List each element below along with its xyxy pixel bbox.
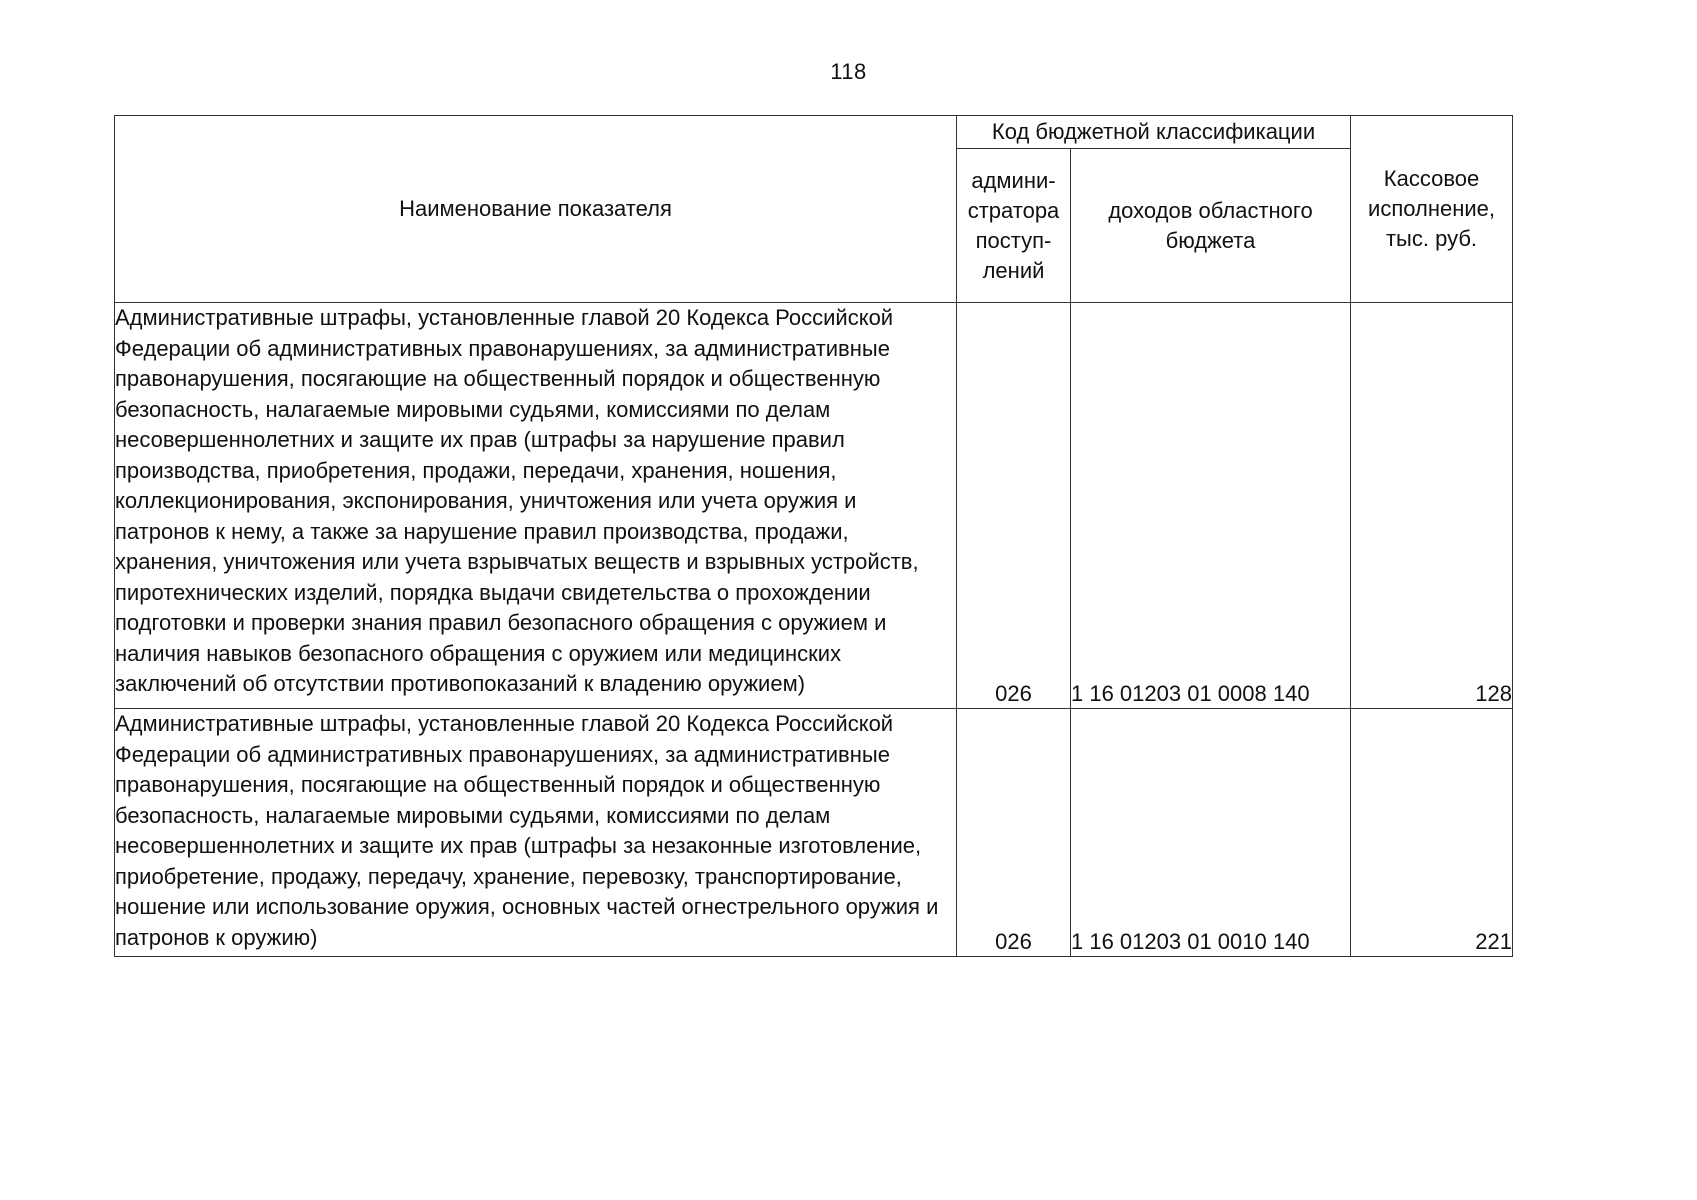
row-amount: 128: [1351, 303, 1513, 709]
page-number: 118: [830, 59, 867, 84]
row-name-text: Административные штрафы, установленные главой 20 Кодекса Российской Федерации об административных правонарушениях, за административные правонарушения, посягающие на общественный порядок и общественную безопасность, налагаемые мировыми судьями, комиссиями по делам несовершеннолетних и защите их прав (штрафы за незаконные изготовление, приобретение, продажу, передачу, хранение, перевозку, транспортирование, ношение или использование оружия, основных частей огнестрельного оружия и патронов к оружию): [115, 711, 939, 950]
header-administrator: админи-стратора поступ-лений: [957, 149, 1071, 303]
row-name-cell: [115, 303, 957, 709]
row-administrator: 026: [957, 303, 1071, 709]
row-code: 1 16 01203 01 0010 140: [1071, 709, 1351, 957]
header-cash-execution: Кассовое исполнение, тыс. руб.: [1351, 116, 1513, 303]
row-name-text: Административные штрафы, установленные главой 20 Кодекса Российской Федерации об административных правонарушениях, за административные правонарушения, посягающие на общественный порядок и общественную безопасность, налагаемые мировыми судьями, комиссиями по делам несовершеннолетних и защите их прав (штрафы за нарушение правил производства, приобретения, продажи, передачи, хранения, ношения, коллекционирования, экспонирования, уничтожения или учета оружия и патронов к нему, а также за нарушение правил производства, продажи, хранения, уничтожения или учета взрывчатых веществ и взрывных устройств, пиротехнических изделий, порядка выдачи свидетельства о прохождении подготовки и проверки знания правил безопасного обращения с оружием и наличия навыков безопасного обращения с оружием или медицинских заключений об отсутствии противопоказаний к владению оружием): [115, 305, 919, 696]
header-name: Наименование показателя: [115, 116, 957, 303]
table-row: [115, 709, 1513, 957]
row-amount: 221: [1351, 709, 1513, 957]
header-revenue-code: доходов областного бюджета: [1071, 149, 1351, 303]
row-code: 1 16 01203 01 0008 140: [1071, 303, 1351, 709]
row-administrator: 026: [957, 709, 1071, 957]
row-name-cell: [115, 709, 957, 957]
table-row: [115, 303, 1513, 709]
header-classification-group: Код бюджетной классификации: [957, 116, 1351, 149]
budget-table: [114, 115, 1513, 957]
